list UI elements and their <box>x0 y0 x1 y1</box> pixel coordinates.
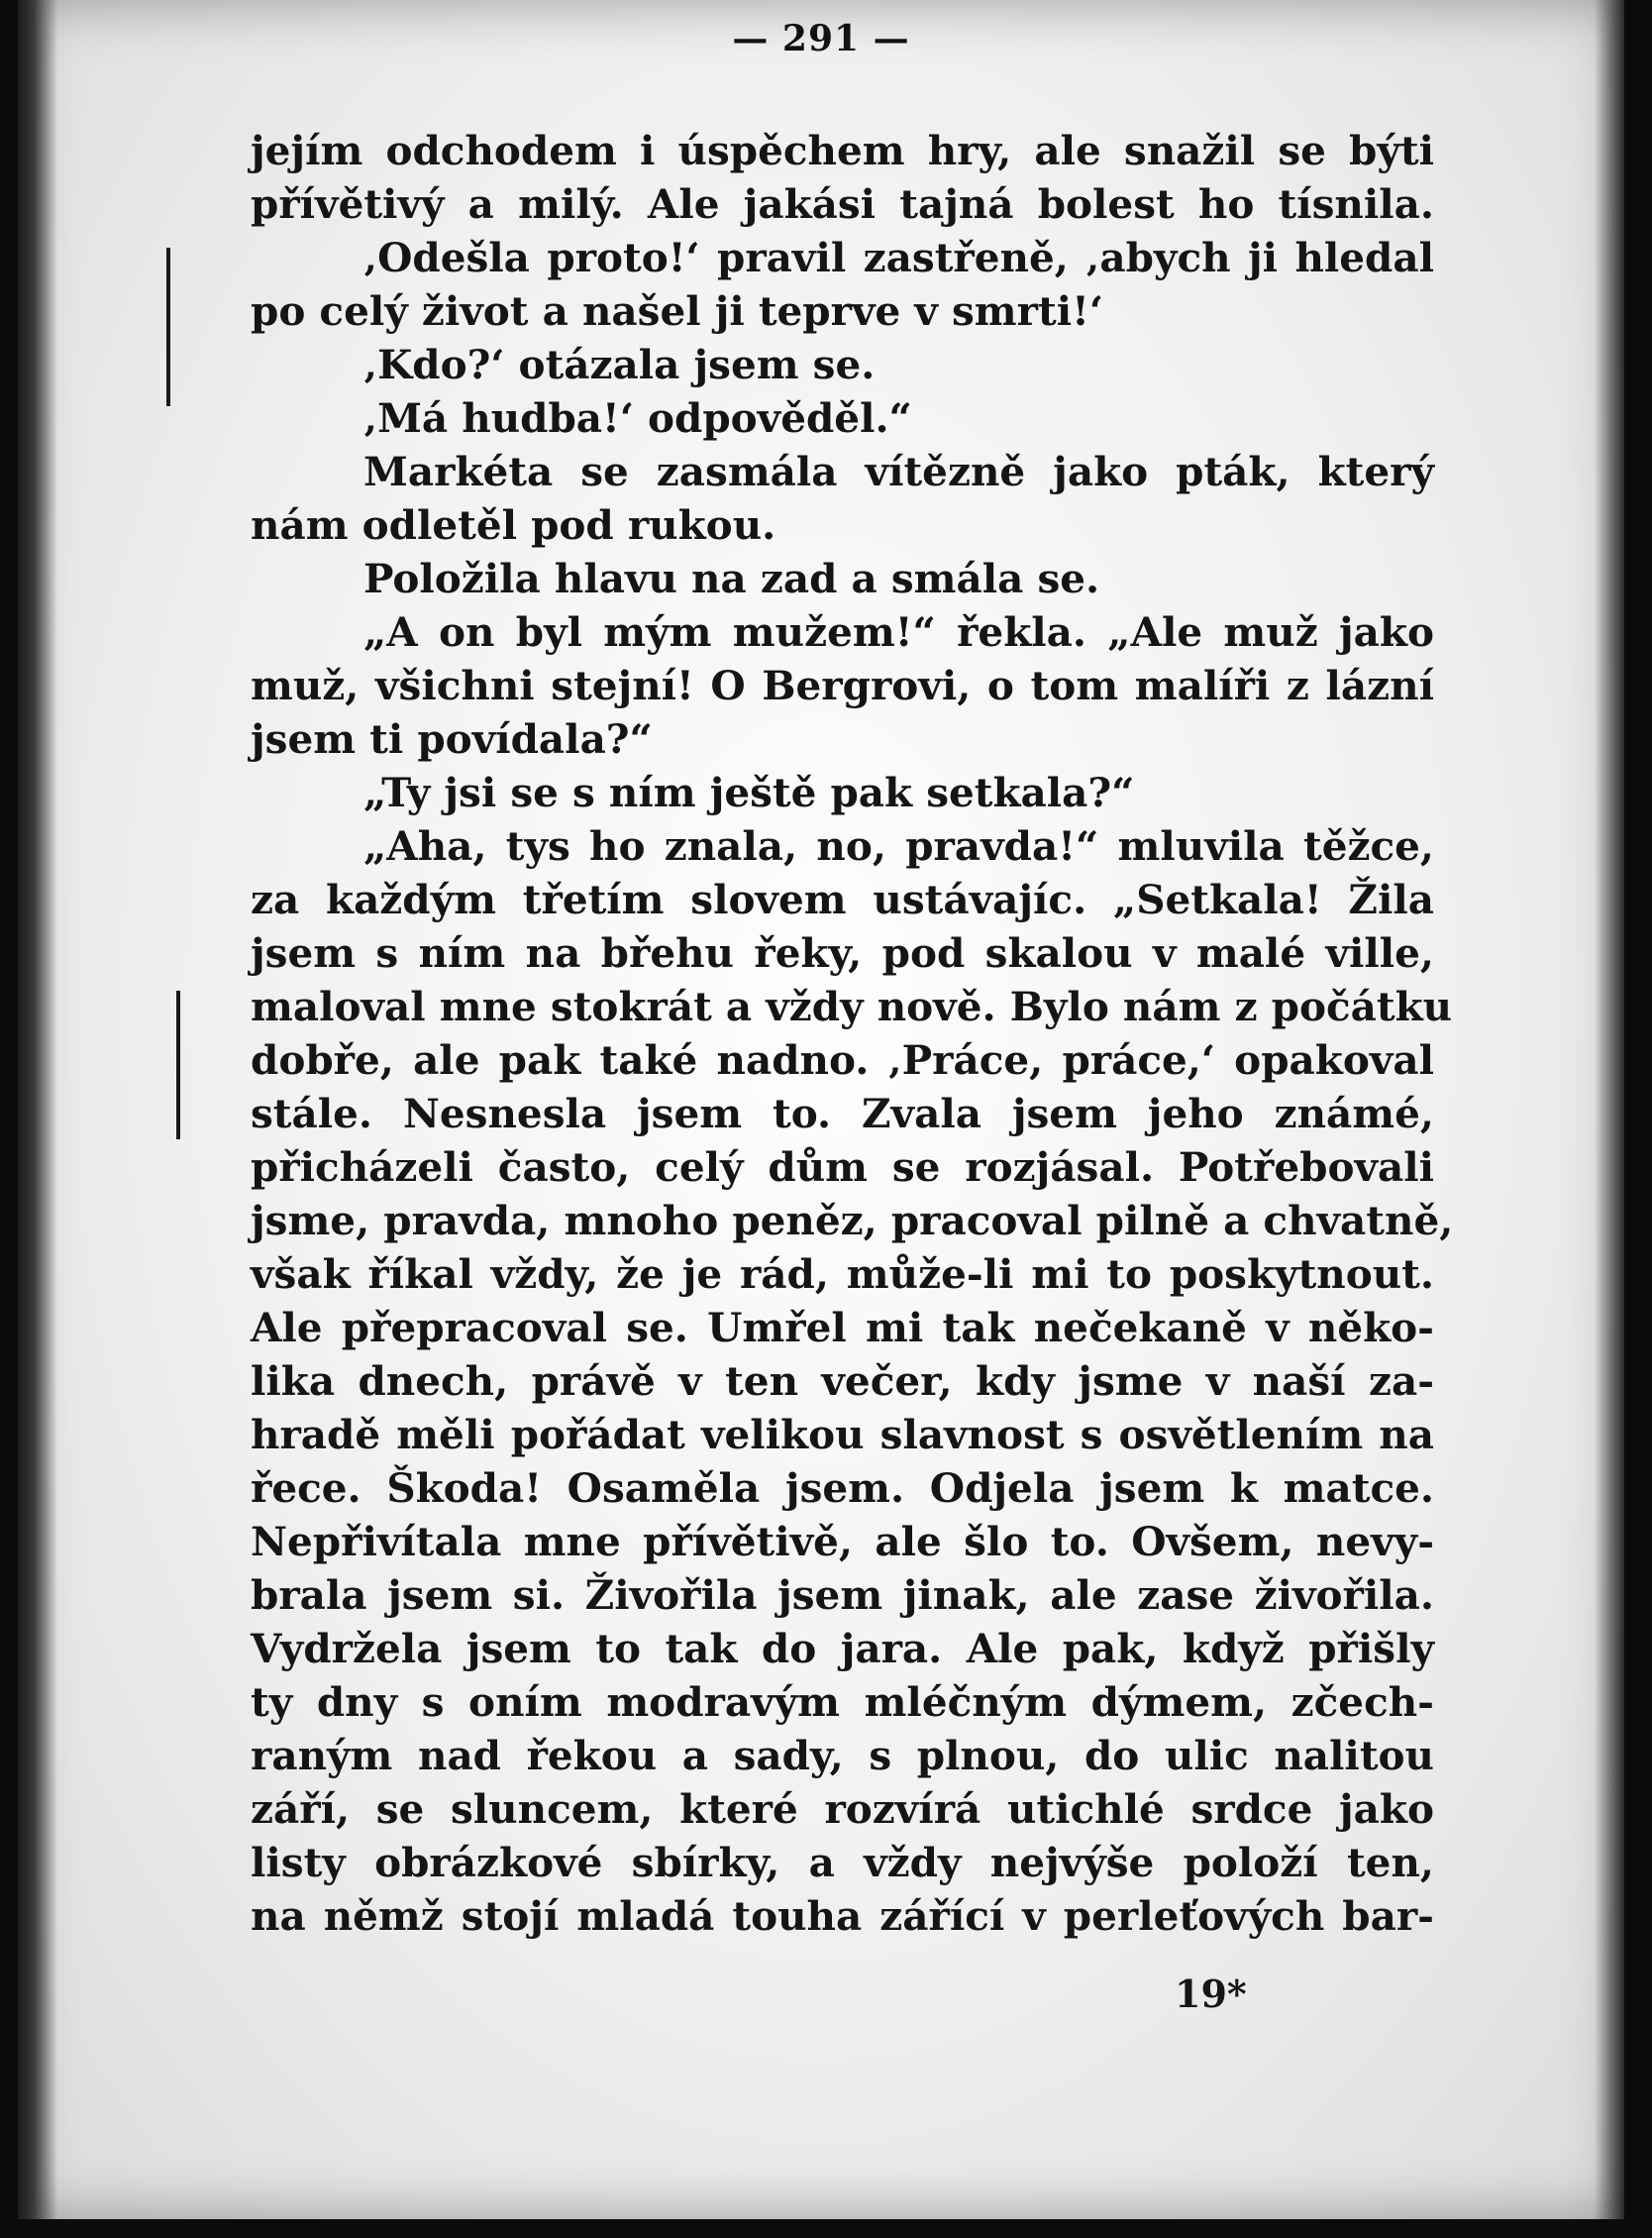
text-line: Markéta se zasmála vítězně jako pták, který <box>363 448 1434 495</box>
text-line: září, se sluncem, které rozvírá utichlé srdce jako <box>251 1785 1434 1833</box>
text-line: Položila hlavu na zad a smála se. <box>363 555 1100 602</box>
text-line: Nepřivítala mne přívětivě, ale šlo to. Ovšem, nevy- <box>251 1518 1434 1565</box>
text-line: stále. Nesnesla jsem to. Zvala jsem jeho známé, <box>251 1090 1434 1137</box>
text-line: za každým třetím slovem ustávajíc. „Setkala! Žila <box>251 876 1434 923</box>
text-line: Vydržela jsem to tak do jara. Ale pak, když přišly <box>251 1625 1434 1672</box>
text-line: Ale přepracoval se. Umřel mi tak nečekaně v něko- <box>251 1304 1434 1351</box>
margin-mark <box>166 248 170 406</box>
text-line: na němž stojí mladá touha zářící v perleťových bar- <box>251 1892 1434 1940</box>
text-line: lika dnech, právě v ten večer, kdy jsme v naší za- <box>251 1357 1434 1405</box>
text-line: jsem s ním na břehu řeky, pod skalou v malé ville, <box>251 929 1434 977</box>
body-text <box>251 124 1454 1943</box>
text-line: jejím odchodem i úspěchem hry, ale snažil se býti <box>251 127 1434 174</box>
book-page <box>18 0 1624 2219</box>
text-line: nám odletěl pod rukou. <box>251 501 776 549</box>
page-number: — 291 — <box>732 18 910 59</box>
text-line: ‚Kdo?‘ otázala jsem se. <box>363 341 876 388</box>
text-line: přívětivý a milý. Ale jakási tajná bolest ho tísnila. <box>251 180 1434 228</box>
text-line: dobře, ale pak také nadno. ‚Práce, práce,‘ opakoval <box>251 1036 1434 1084</box>
text-line: ty dny s oním modravým mléčným dýmem, zčech- <box>251 1678 1434 1726</box>
text-line: řece. Škoda! Osaměla jsem. Odjela jsem k matce. <box>251 1464 1434 1512</box>
text-line: po celý život a našel ji teprve v smrti!‘ <box>251 287 1103 335</box>
signature-mark: 19* <box>1175 1972 1247 2016</box>
text-line: „Ty jsi se s ním ještě pak setkala?“ <box>363 769 1135 816</box>
text-line: hradě měli pořádat velikou slavnost s osvětlením na <box>251 1411 1434 1458</box>
text-line: „Aha, tys ho znala, no, pravda!“ mluvila těžce, <box>363 822 1434 870</box>
text-line: však říkal vždy, že je rád, může-li mi to poskytnout. <box>251 1250 1434 1298</box>
text-line: jsme, pravda, mnoho peněz, pracoval pilně a chvatně, <box>251 1197 1454 1244</box>
text-line: muž, všichni stejní! O Bergrovi, o tom malíři z lázní <box>251 662 1434 709</box>
page-shadow-left <box>18 0 57 2219</box>
page-shadow-right <box>1595 0 1624 2219</box>
text-line: listy obrázkové sbírky, a vždy nejvýše položí ten, <box>251 1839 1434 1886</box>
text-line: ‚Má hudba!‘ odpověděl.“ <box>363 394 912 442</box>
margin-mark <box>176 991 180 1139</box>
text-line: maloval mne stokrát a vždy nově. Bylo nám z počátku <box>251 983 1453 1030</box>
text-line: brala jsem si. Živořila jsem jinak, ale zase živořila. <box>251 1571 1434 1619</box>
text-line: jsem ti povídala?“ <box>251 715 653 763</box>
text-line: raným nad řekou a sady, s plnou, do ulic nalitou <box>251 1732 1434 1779</box>
text-line: ‚Odešla proto!‘ pravil zastřeně, ‚abych ji hledal <box>363 234 1434 281</box>
text-line: „A on byl mým mužem!“ řekla. „Ale muž jako <box>363 608 1434 656</box>
text-line: přicházeli často, celý dům se rozjásal. Potřebovali <box>251 1143 1434 1191</box>
